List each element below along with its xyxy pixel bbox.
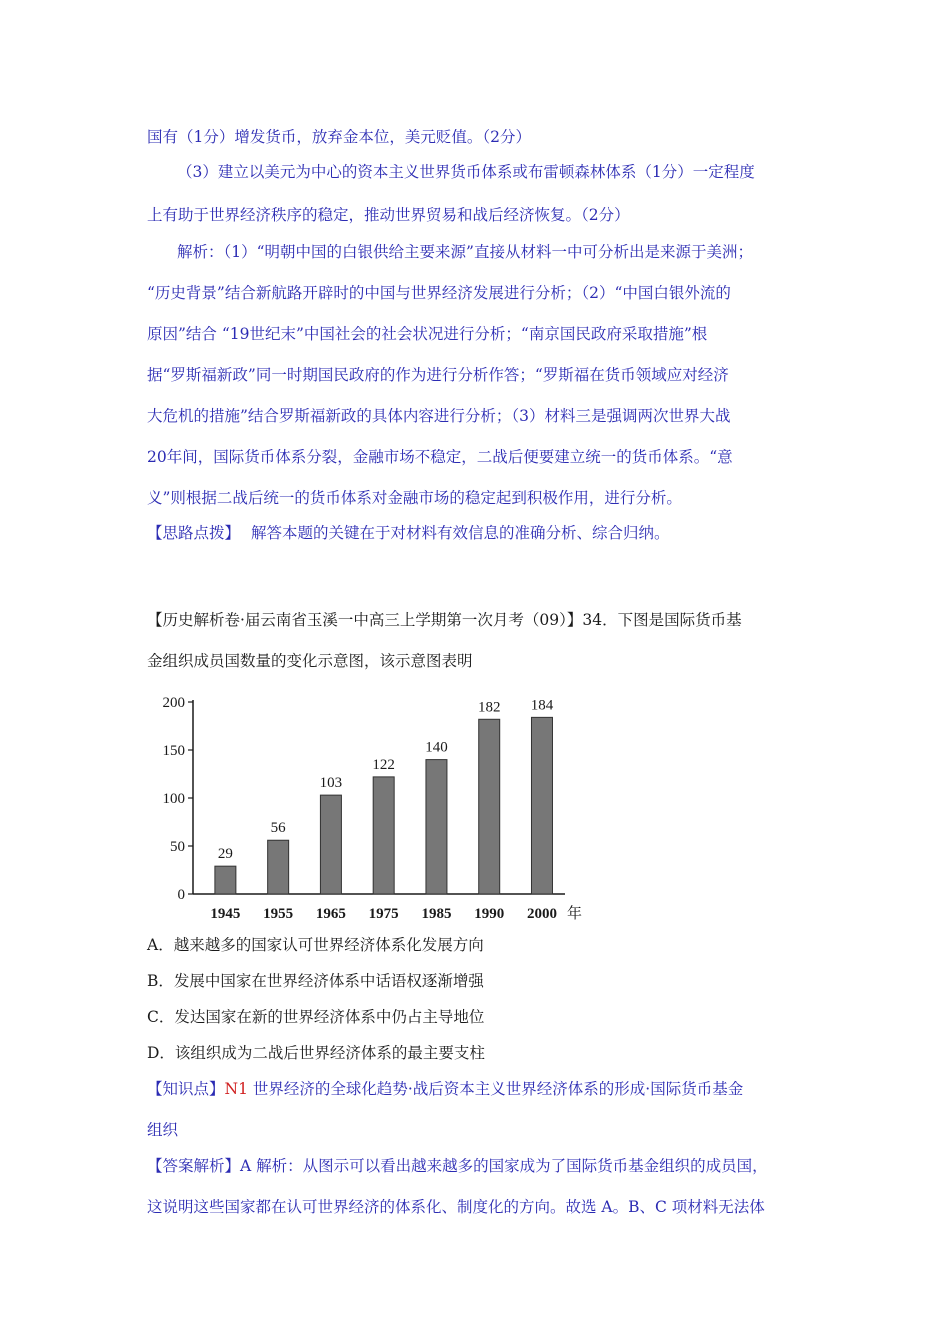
bar-value-label: 103	[319, 775, 343, 792]
analysis-line: 大危机的措施”结合罗斯福新政的具体内容进行分析；（3）材料三是强调两次世界大战	[147, 407, 731, 425]
bar	[268, 840, 289, 894]
tip-line	[147, 523, 669, 543]
bar	[426, 760, 447, 894]
bar	[373, 777, 394, 894]
knowledge-line	[147, 1079, 743, 1099]
answer-line-2: 这说明这些国家都在认可世界经济的体系化、制度化的方向。故选 A。B、C 项材料无法体	[147, 1198, 765, 1216]
knowledge-line-2: 组织	[147, 1121, 179, 1139]
bar	[320, 795, 341, 894]
analysis-line: 据“罗斯福新政”同一时期国民政府的作为进行分析作答；“罗斯福在货币领域应对经济	[147, 366, 729, 384]
tip-text: 解答本题的关键在于对材料有效信息的准确分析、综合归纳。	[250, 524, 670, 542]
x-tick-label: 2000	[526, 906, 557, 922]
x-tick-label: 1985	[421, 906, 452, 922]
bar-value-label: 56	[270, 820, 286, 837]
analysis-line: 义”则根据二战后统一的货币体系对金融市场的稳定起到积极作用，进行分析。	[147, 489, 682, 507]
x-tick-label: 1975	[368, 906, 399, 922]
bar-value-label: 182	[477, 699, 501, 716]
x-axis-unit-label: 年	[567, 906, 583, 922]
imf-members-bar-chart	[150, 690, 590, 925]
question-stem-line: 【历史解析卷·届云南省玉溪一中高三上学期第一次月考（09）】34．下图是国际货币基	[147, 611, 742, 629]
x-tick-label: 1965	[315, 906, 346, 922]
option-d: D．该组织成为二战后世界经济体系的最主要支柱	[147, 1044, 485, 1062]
bar-value-label: 122	[372, 756, 395, 773]
y-tick-label: 200	[162, 695, 185, 711]
y-tick-label: 0	[177, 887, 185, 903]
analysis-line: 解析：（1）“明朝中国的白银供给主要来源”直接从材料一中可分析出是来源于美洲；	[177, 243, 753, 261]
x-tick-label: 1990	[474, 906, 505, 922]
y-tick-label: 50	[170, 839, 185, 855]
question-stem-line: 金组织成员国数量的变化示意图，该示意图表明	[147, 652, 473, 670]
option-a: A．越来越多的国家认可世界经济体系化发展方向	[147, 936, 484, 954]
bar	[531, 717, 552, 894]
y-tick-label: 100	[162, 791, 185, 807]
analysis-line: “历史背景”结合新航路开辟时的中国与世界经济发展进行分析；（2）“中国白银外流的	[147, 284, 731, 302]
text-line: 国有（1分）增发货币，放弃金本位，美元贬值。（2分）	[147, 128, 531, 146]
x-tick-label: 1955	[263, 906, 294, 922]
option-c: C．发达国家在新的世界经济体系中仍占主导地位	[147, 1008, 485, 1026]
bar	[215, 866, 236, 894]
knowledge-code: N1	[224, 1080, 248, 1098]
y-tick-label: 150	[162, 743, 185, 759]
analysis-line: 20年间，国际货币体系分裂，金融市场不稳定，二战后便要建立统一的货币体系。“意	[147, 448, 733, 466]
bar-value-label: 184	[530, 697, 554, 714]
tip-label: 【思路点拨】	[147, 524, 241, 542]
answer-label: 【答案解析】	[147, 1157, 241, 1175]
knowledge-label: 【知识点】	[147, 1080, 225, 1098]
knowledge-text: 世界经济的全球化趋势·战后资本主义世界经济体系的形成·国际货币基金	[247, 1080, 744, 1098]
option-b: B．发展中国家在世界经济体系中话语权逐渐增强	[147, 972, 484, 990]
analysis-line: 原因”结合 “19世纪末”中国社会的社会状况进行分析；“南京国民政府采取措施”根	[147, 325, 708, 343]
bar-value-label: 29	[217, 846, 233, 863]
bar	[479, 719, 500, 894]
text-line: 上有助于世界经济秩序的稳定，推动世界贸易和战后经济恢复。（2分）	[147, 206, 630, 224]
text-line: （3）建立以美元为中心的资本主义世界货币体系或布雷顿森林体系（1分）一定程度	[177, 163, 755, 181]
bar-value-label: 140	[425, 739, 448, 756]
answer-line	[147, 1156, 768, 1176]
x-tick-label: 1945	[210, 906, 241, 922]
answer-text: A 解析：从图示可以看出越来越多的国家成为了国际货币基金组织的成员国，	[240, 1157, 768, 1175]
